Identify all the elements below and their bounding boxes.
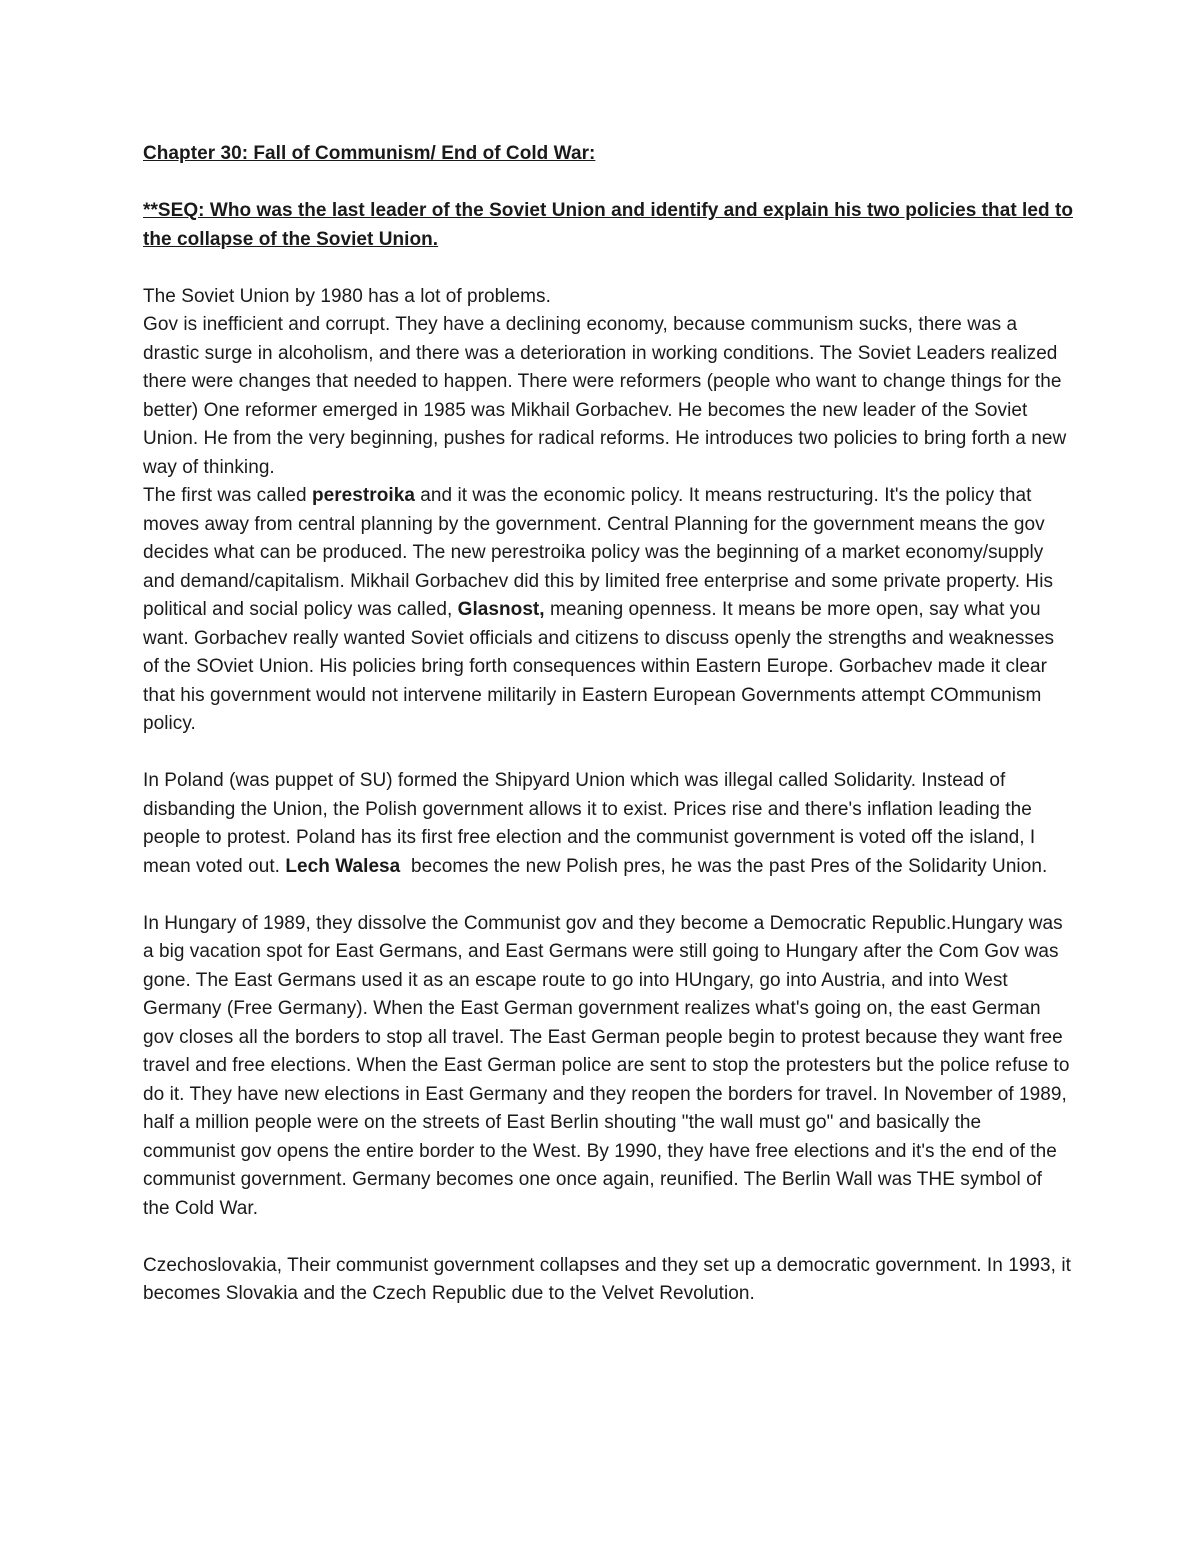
- chapter-title: Chapter 30: Fall of Communism/ End of Cold War:: [143, 143, 596, 164]
- perestroika-term: perestroika: [311, 485, 415, 506]
- perestroika-text: and it was the economic policy. It means restructuring. It's the policy that moves away from central planning by the government. Central Planning for the government means the gov decides what can be produced. The new perestroika policy was the beginning of a market economy/supply and demand/capitalism. Mikhail Gorbachev did this by limited free enterprise and some private property. His political and social policy was called,: [143, 485, 1054, 620]
- spacer: [143, 254, 1073, 283]
- paragraph-hungary-germany: In Hungary of 1989, they dissolve the Communist gov and they become a Democratic Republic.Hungary was a big vacation spot for East Germans, and East Germans were still going to Hungary after the Com Gov was gone. The East Germans used it as an escape route to go into HUngary, go into Austria, and into West Germany (Free Germany). When the East German government realizes what's going on, the east German gov closes all the borders to stop all travel. The East German people begin to protest because they want free travel and free elections. When the East German police are sent to stop the protesters but the police refuse to do it. They have new elections in East Germany and they reopen the borders for travel. In November of 1989, half a million people were on the streets of East Berlin shouting "the wall must go" and basically the communist gov opens the entire border to the West. By 1990, they have free elections and it's the end of the communist government. Germany becomes one once again, reunified. The Berlin Wall was THE symbol of the Cold War.: [143, 912, 1070, 1219]
- paragraph-czechoslovakia: Czechoslovakia, Their communist government collapses and they set up a democratic government. In 1993, it becomes Slovakia and the Czech Republic due to the Velvet Revolution.: [143, 1254, 1071, 1304]
- glasnost-text: meaning openness. It means be more open, say what you want. Gorbachev really wanted Soviet officials and citizens to discuss openly the strengths and weaknesses of the SOviet Union. His policies bring forth consequences within Eastern Europe. Gorbachev made it clear that his government would not intervene militarily in Eastern European Governments attempt COmmunism policy.: [143, 599, 1055, 734]
- poland-text: In Poland (was puppet of SU) formed the Shipyard Union which was illegal called Solidarity. Instead of disbanding the Union, the Polish government allows it to exist. Prices rise and there's inflation leading the people to protest. Poland has its first free election and the communist government is voted off the island, I mean voted out.: [143, 770, 1036, 877]
- paragraph-poland: [143, 767, 1073, 881]
- spacer: [143, 739, 1073, 768]
- seq-question: **SEQ: Who was the last leader of the Soviet Union and identify and explain his two policies that led to the collapse of the Soviet Union.: [143, 200, 1073, 250]
- spacer: [143, 881, 1073, 910]
- poland-text-end: becomes the new Polish pres, he was the past Pres of the Solidarity Union.: [400, 855, 1048, 877]
- gorbachev-text: Gov is inefficient and corrupt. They have a declining economy, because communism sucks, there was a drastic surge in alcoholism, and there was a deterioration in working conditions. The Soviet Leaders realized there were changes that needed to happen. There were reformers (people who want to change things for the better) One reformer emerged in 1985 was Mikhail Gorbachev. He becomes the new leader of the Soviet Union. He from the very beginning, pushes for radical reforms. He introduces two policies to bring forth a new way of thinking.: [143, 314, 1067, 478]
- glasnost-term: Glasnost,: [457, 599, 545, 620]
- spacer: [143, 169, 1073, 198]
- paragraph-soviet-intro: The Soviet Union by 1980 has a lot of problems.: [143, 285, 551, 307]
- perestroika-lead-text: The first was called: [143, 485, 312, 506]
- document-page: [143, 140, 1073, 1309]
- paragraph-gorbachev: [143, 311, 1073, 739]
- spacer: [143, 1223, 1073, 1252]
- lech-walesa-term: Lech Walesa: [285, 855, 401, 877]
